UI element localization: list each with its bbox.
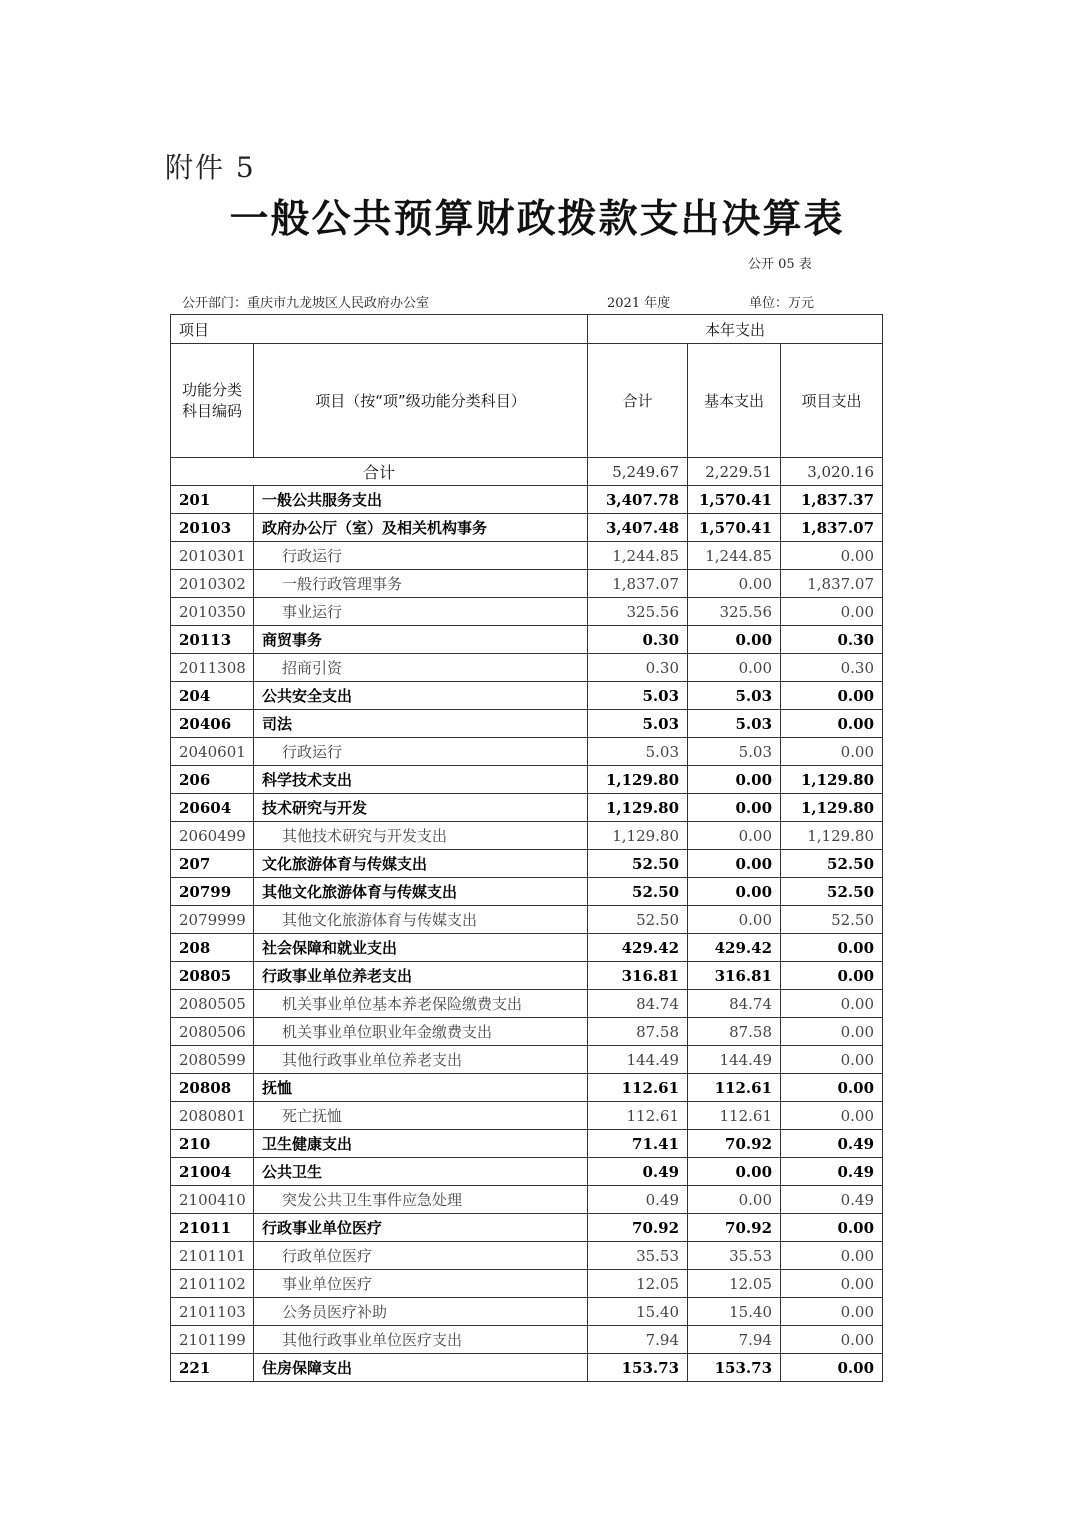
basic-cell: 5.03: [688, 738, 781, 766]
project-cell: 0.00: [781, 1354, 883, 1382]
code-cell: 2101103: [171, 1298, 254, 1326]
item-name-cell: 住房保障支出: [254, 1354, 588, 1382]
project-cell: 0.00: [781, 682, 883, 710]
project-cell: 0.00: [781, 598, 883, 626]
total-cell: 12.05: [588, 1270, 688, 1298]
basic-cell: 1,570.41: [688, 514, 781, 542]
total-cell: 87.58: [588, 1018, 688, 1046]
item-name-cell: 社会保障和就业支出: [254, 934, 588, 962]
code-cell: 201: [171, 486, 254, 514]
item-name-cell: 突发公共卫生事件应急处理: [254, 1186, 588, 1214]
item-name-cell: 公务员医疗补助: [254, 1298, 588, 1326]
basic-cell: 316.81: [688, 962, 781, 990]
basic-cell: 5.03: [688, 710, 781, 738]
project-cell: 1,129.80: [781, 766, 883, 794]
department-label: 公开部门：重庆市九龙坡区人民政府办公室: [182, 296, 430, 311]
project-cell: 0.00: [781, 1270, 883, 1298]
code-cell: 206: [171, 766, 254, 794]
basic-cell: 0.00: [688, 850, 781, 878]
total-cell: 52.50: [588, 878, 688, 906]
basic-cell: 15.40: [688, 1298, 781, 1326]
basic-cell: 112.61: [688, 1074, 781, 1102]
project-cell: 0.49: [781, 1158, 883, 1186]
total-cell: 1,837.07: [588, 570, 688, 598]
code-cell: 21004: [171, 1158, 254, 1186]
total-cell: 7.94: [588, 1326, 688, 1354]
basic-cell: 84.74: [688, 990, 781, 1018]
project-cell: 0.00: [781, 1018, 883, 1046]
table-row: [171, 962, 883, 990]
unit-label: 单位：万元: [749, 296, 815, 311]
item-name-cell: 事业单位医疗: [254, 1270, 588, 1298]
page-title: 一般公共预算财政拨款支出决算表: [229, 197, 845, 242]
project-cell: 0.30: [781, 626, 883, 654]
basic-cell: 0.00: [688, 766, 781, 794]
basic-cell: 70.92: [688, 1130, 781, 1158]
item-name-cell: 商贸事务: [254, 626, 588, 654]
code-cell: 2100410: [171, 1186, 254, 1214]
basic-cell: 0.00: [688, 878, 781, 906]
project-cell: 0.30: [781, 654, 883, 682]
project-cell: 52.50: [781, 850, 883, 878]
total-cell: 5.03: [588, 710, 688, 738]
code-cell: 2010302: [171, 570, 254, 598]
code-cell: 2101102: [171, 1270, 254, 1298]
year-label: 2021 年度: [607, 296, 671, 311]
total-cell: 429.42: [588, 934, 688, 962]
basic-cell: 0.00: [688, 906, 781, 934]
project-cell: 1,129.80: [781, 822, 883, 850]
total-label: 合计: [171, 458, 588, 486]
table-row: [171, 1186, 883, 1214]
project-cell: 0.00: [781, 962, 883, 990]
project-cell: 0.00: [781, 1242, 883, 1270]
project-cell: 0.00: [781, 990, 883, 1018]
basic-cell: 0.00: [688, 570, 781, 598]
code-cell: 2079999: [171, 906, 254, 934]
project-cell: 0.00: [781, 1046, 883, 1074]
total-cell: 15.40: [588, 1298, 688, 1326]
item-name-cell: 死亡抚恤: [254, 1102, 588, 1130]
basic-cell: 0.00: [688, 1186, 781, 1214]
table-row: [171, 542, 883, 570]
total-cell: 0.49: [588, 1186, 688, 1214]
attachment-label: 附件 5: [165, 151, 256, 184]
item-name-cell: 行政运行: [254, 542, 588, 570]
table-row: [171, 1046, 883, 1074]
table-row: [171, 1298, 883, 1326]
basic-cell: 70.92: [688, 1214, 781, 1242]
code-cell: 2010350: [171, 598, 254, 626]
table-row: [171, 1214, 883, 1242]
total-cell: 3,407.78: [588, 486, 688, 514]
column-header-project: 项目支出: [781, 344, 883, 458]
total-row: [171, 458, 883, 486]
project-cell: 0.49: [781, 1130, 883, 1158]
table-row: [171, 1242, 883, 1270]
item-name-cell: 司法: [254, 710, 588, 738]
total-cell: 71.41: [588, 1130, 688, 1158]
table-row: [171, 1270, 883, 1298]
basic-cell: 35.53: [688, 1242, 781, 1270]
item-name-cell: 一般行政管理事务: [254, 570, 588, 598]
code-cell: 2101199: [171, 1326, 254, 1354]
total-project: 3,020.16: [781, 458, 883, 486]
basic-cell: 1,570.41: [688, 486, 781, 514]
code-cell: 210: [171, 1130, 254, 1158]
code-cell: 20604: [171, 794, 254, 822]
total-cell: 52.50: [588, 906, 688, 934]
basic-cell: 7.94: [688, 1326, 781, 1354]
project-cell: 0.00: [781, 1214, 883, 1242]
project-cell: 1,837.07: [781, 514, 883, 542]
item-name-cell: 行政事业单位医疗: [254, 1214, 588, 1242]
total-cell: 153.73: [588, 1354, 688, 1382]
code-cell: 2080599: [171, 1046, 254, 1074]
project-cell: 0.00: [781, 542, 883, 570]
item-name-cell: 行政运行: [254, 738, 588, 766]
table-row: [171, 598, 883, 626]
total-cell: 5.03: [588, 738, 688, 766]
total-cell: 1,129.80: [588, 822, 688, 850]
header-row-group: [171, 315, 883, 344]
project-cell: 0.00: [781, 934, 883, 962]
total-cell: 0.49: [588, 1158, 688, 1186]
code-cell: 208: [171, 934, 254, 962]
code-cell: 2080506: [171, 1018, 254, 1046]
code-cell: 2080801: [171, 1102, 254, 1130]
basic-cell: 153.73: [688, 1354, 781, 1382]
table-row: [171, 934, 883, 962]
item-name-cell: 公共安全支出: [254, 682, 588, 710]
total-cell: 144.49: [588, 1046, 688, 1074]
code-cell: 20103: [171, 514, 254, 542]
basic-cell: 5.03: [688, 682, 781, 710]
total-cell: 112.61: [588, 1074, 688, 1102]
table-row: [171, 514, 883, 542]
project-cell: 0.00: [781, 738, 883, 766]
code-cell: 20805: [171, 962, 254, 990]
code-cell: 20113: [171, 626, 254, 654]
code-cell: 20808: [171, 1074, 254, 1102]
code-cell: 20406: [171, 710, 254, 738]
item-name-cell: 公共卫生: [254, 1158, 588, 1186]
project-cell: 0.00: [781, 710, 883, 738]
code-cell: 21011: [171, 1214, 254, 1242]
total-cell: 3,407.48: [588, 514, 688, 542]
header-row-columns: [171, 344, 883, 458]
item-name-cell: 招商引资: [254, 654, 588, 682]
table-row: [171, 794, 883, 822]
column-header-basic: 基本支出: [688, 344, 781, 458]
item-name-cell: 其他文化旅游体育与传媒支出: [254, 878, 588, 906]
column-header-item: 项目（按“项”级功能分类科目）: [254, 344, 588, 458]
item-name-cell: 其他行政事业单位养老支出: [254, 1046, 588, 1074]
group-header-expenditure: 本年支出: [588, 315, 883, 344]
project-cell: 52.50: [781, 878, 883, 906]
basic-cell: 87.58: [688, 1018, 781, 1046]
total-cell: 0.30: [588, 626, 688, 654]
item-name-cell: 行政单位医疗: [254, 1242, 588, 1270]
item-name-cell: 其他技术研究与开发支出: [254, 822, 588, 850]
total-cell: 1,129.80: [588, 794, 688, 822]
basic-cell: 0.00: [688, 822, 781, 850]
total-cell: 70.92: [588, 1214, 688, 1242]
item-name-cell: 科学技术支出: [254, 766, 588, 794]
project-cell: 1,837.07: [781, 570, 883, 598]
basic-cell: 144.49: [688, 1046, 781, 1074]
code-cell: 2080505: [171, 990, 254, 1018]
total-cell: 35.53: [588, 1242, 688, 1270]
code-cell: 2010301: [171, 542, 254, 570]
basic-cell: 325.56: [688, 598, 781, 626]
project-cell: 0.00: [781, 1102, 883, 1130]
code-cell: 207: [171, 850, 254, 878]
table-row: [171, 626, 883, 654]
code-cell: 221: [171, 1354, 254, 1382]
total-cell: 0.30: [588, 654, 688, 682]
table-row: [171, 1018, 883, 1046]
item-name-cell: 事业运行: [254, 598, 588, 626]
item-name-cell: 机关事业单位职业年金缴费支出: [254, 1018, 588, 1046]
table-row: [171, 1326, 883, 1354]
basic-cell: 12.05: [688, 1270, 781, 1298]
item-name-cell: 机关事业单位基本养老保险缴费支出: [254, 990, 588, 1018]
total-basic: 2,229.51: [688, 458, 781, 486]
item-name-cell: 卫生健康支出: [254, 1130, 588, 1158]
project-cell: 0.00: [781, 1298, 883, 1326]
basic-cell: 429.42: [688, 934, 781, 962]
item-name-cell: 技术研究与开发: [254, 794, 588, 822]
total-cell: 84.74: [588, 990, 688, 1018]
table-row: [171, 850, 883, 878]
table-row: [171, 1074, 883, 1102]
project-cell: 0.49: [781, 1186, 883, 1214]
column-header-total: 合计: [588, 344, 688, 458]
item-name-cell: 文化旅游体育与传媒支出: [254, 850, 588, 878]
code-cell: 2011308: [171, 654, 254, 682]
basic-cell: 0.00: [688, 626, 781, 654]
table-row: [171, 710, 883, 738]
code-cell: 2101101: [171, 1242, 254, 1270]
project-cell: 1,837.37: [781, 486, 883, 514]
table-row: [171, 654, 883, 682]
group-header-items: 项目: [171, 315, 588, 344]
code-cell: 20799: [171, 878, 254, 906]
item-name-cell: 其他文化旅游体育与传媒支出: [254, 906, 588, 934]
basic-cell: 0.00: [688, 654, 781, 682]
total-cell: 1,244.85: [588, 542, 688, 570]
table-row: [171, 486, 883, 514]
table-row: [171, 766, 883, 794]
table-row: [171, 1130, 883, 1158]
code-cell: 2060499: [171, 822, 254, 850]
table-row: [171, 1102, 883, 1130]
table-row: [171, 570, 883, 598]
item-name-cell: 抚恤: [254, 1074, 588, 1102]
basic-cell: 112.61: [688, 1102, 781, 1130]
total-cell: 5.03: [588, 682, 688, 710]
total-cell: 1,129.80: [588, 766, 688, 794]
total-sum: 5,249.67: [588, 458, 688, 486]
project-cell: 1,129.80: [781, 794, 883, 822]
basic-cell: 0.00: [688, 1158, 781, 1186]
item-name-cell: 政府办公厅（室）及相关机构事务: [254, 514, 588, 542]
basic-cell: 0.00: [688, 794, 781, 822]
table-row: [171, 682, 883, 710]
table-row: [171, 878, 883, 906]
column-header-code: 功能分类科目编码: [171, 344, 254, 458]
item-name-cell: 行政事业单位养老支出: [254, 962, 588, 990]
total-cell: 316.81: [588, 962, 688, 990]
item-name-cell: 一般公共服务支出: [254, 486, 588, 514]
project-cell: 0.00: [781, 1326, 883, 1354]
table-code: 公开 05 表: [748, 257, 812, 272]
code-cell: 204: [171, 682, 254, 710]
project-cell: 52.50: [781, 906, 883, 934]
table-row: [171, 738, 883, 766]
basic-cell: 1,244.85: [688, 542, 781, 570]
code-cell: 2040601: [171, 738, 254, 766]
total-cell: 52.50: [588, 850, 688, 878]
total-cell: 325.56: [588, 598, 688, 626]
table-row: [171, 990, 883, 1018]
item-name-cell: 其他行政事业单位医疗支出: [254, 1326, 588, 1354]
table-row: [171, 1158, 883, 1186]
table-row: [171, 822, 883, 850]
table-row: [171, 906, 883, 934]
total-cell: 112.61: [588, 1102, 688, 1130]
table-row: [171, 1354, 883, 1382]
budget-table: [170, 314, 883, 1382]
project-cell: 0.00: [781, 1074, 883, 1102]
